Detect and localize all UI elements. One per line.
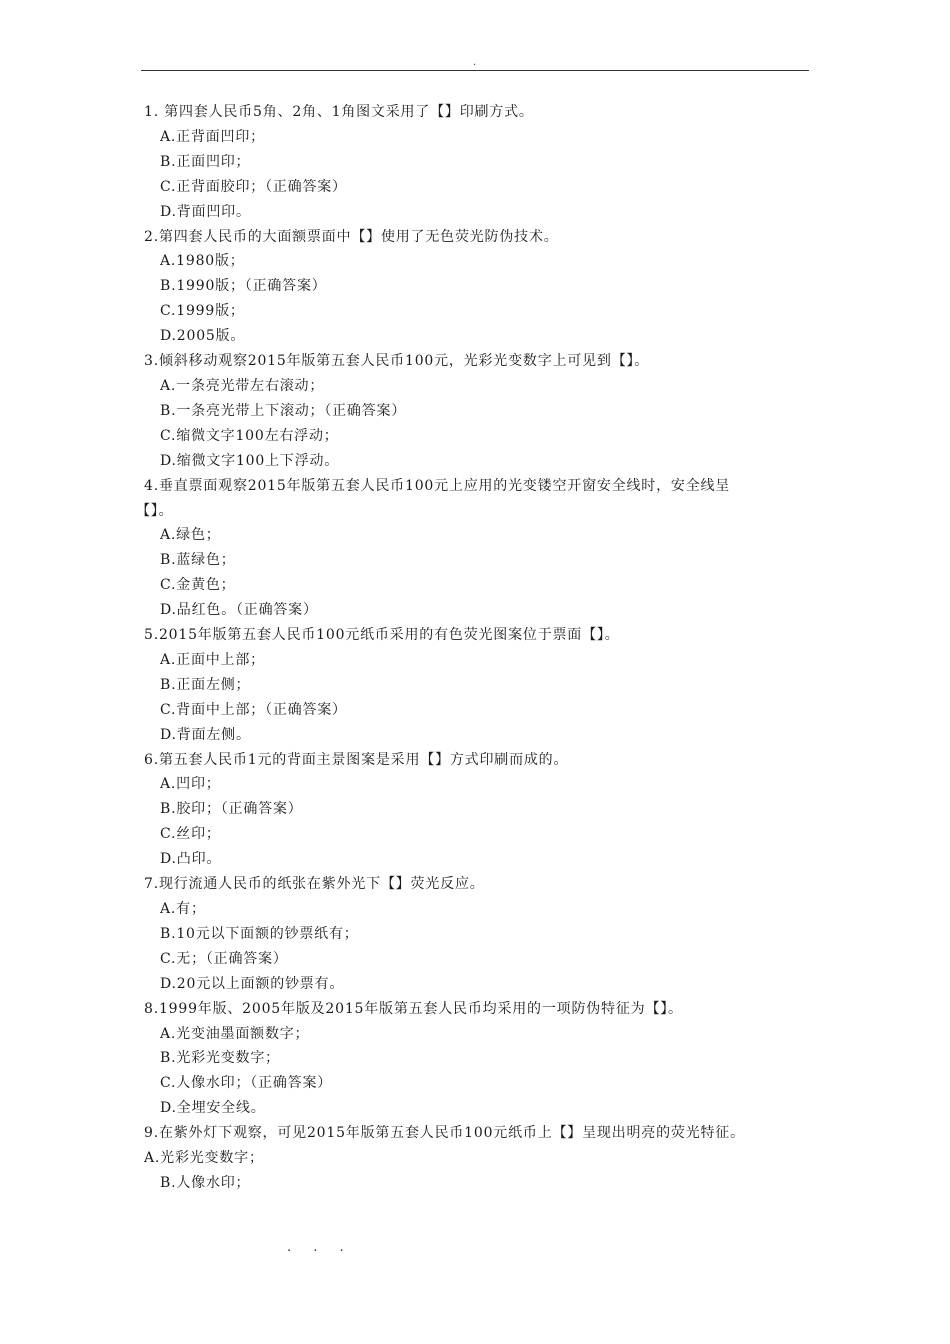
- option-item: A.光变油墨面额数字；: [160, 1025, 310, 1042]
- option-item: A.光彩光变数字；: [144, 1150, 264, 1167]
- option-item: B.人像水印；: [160, 1174, 251, 1191]
- option-item: B.1990版；（正确答案）: [160, 278, 327, 295]
- option-item: B.10元以下面额的钞票纸有；: [160, 925, 359, 942]
- option-item: A.正面中上部；: [160, 651, 265, 668]
- option-item: D.2005版。: [160, 328, 246, 345]
- question-stem: 8.1999年版、2005年版及2015年版第五套人民币均采用的一项防伪特征为【】。: [144, 1000, 683, 1017]
- question-stem: 2.第四套人民币的大面额票面中【】使用了无色荧光防伪技术。: [144, 228, 559, 245]
- option-item: C.无；（正确答案）: [160, 950, 288, 967]
- header-mark: .: [473, 57, 477, 68]
- option-item: C.正背面胶印；（正确答案）: [160, 178, 347, 195]
- option-item: B.正面左侧；: [160, 676, 251, 693]
- question-stem: 9.在紫外灯下观察，可见2015年版第五套人民币100元纸币上【】呈现出明亮的荧光特征。: [144, 1125, 745, 1142]
- option-item: B.胶印；（正确答案）: [160, 801, 303, 818]
- option-item: D.全埋安全线。: [160, 1100, 266, 1117]
- question-stem: 6.第五套人民币1元的背面主景图案是采用【】方式印刷而成的。: [144, 751, 569, 768]
- option-item: A.1980版；: [160, 253, 245, 270]
- option-item: C.背面中上部；（正确答案）: [160, 701, 347, 718]
- option-item: C.人像水印；（正确答案）: [160, 1075, 333, 1092]
- question-stem: 3.倾斜移动观察2015年版第五套人民币100元，光彩光变数字上可见到【】。: [144, 353, 650, 370]
- footer-mark: . . .: [287, 1240, 353, 1255]
- option-item: D.背面左侧。: [160, 726, 251, 743]
- question-stem: 7.现行流通人民币的纸张在紫外光下【】荧光反应。: [144, 876, 485, 893]
- option-item: C.1999版；: [160, 303, 245, 320]
- option-item: A.有；: [160, 901, 206, 917]
- option-item: D.背面凹印。: [160, 203, 251, 220]
- question-stem: 5.2015年版第五套人民币100元纸币采用的有色荧光图案位于票面【】。: [144, 627, 620, 644]
- question-stem: 1. 第四套人民币5角、2角、1角图文采用了【】印刷方式。: [144, 104, 534, 120]
- option-item: B.蓝绿色；: [160, 552, 236, 569]
- option-item: C.缩微文字100左右浮动；: [160, 427, 339, 444]
- option-item: B.光彩光变数字；: [160, 1050, 280, 1067]
- option-item: B.正面凹印；: [160, 153, 251, 170]
- header-rule: [141, 70, 809, 71]
- option-item: D.缩微文字100上下浮动。: [160, 452, 340, 469]
- option-item: D.凸印。: [160, 851, 222, 868]
- option-item: A.凹印；: [160, 776, 221, 793]
- option-item: A.绿色；: [160, 527, 221, 544]
- option-item: A.一条亮光带左右滚动；: [160, 377, 325, 394]
- option-item: C.金黄色；: [160, 577, 236, 594]
- question-stem-continuation: 【】。: [136, 502, 174, 519]
- question-stem: 4.垂直票面观察2015年版第五套人民币100元上应用的光变镂空开窗安全线时，安全线呈: [144, 477, 731, 494]
- option-item: B.一条亮光带上下滚动；（正确答案）: [160, 402, 407, 419]
- option-item: D.20元以上面额的钞票有。: [160, 975, 345, 992]
- option-item: C.丝印；: [160, 826, 221, 843]
- option-item: A.正背面凹印；: [160, 128, 265, 145]
- option-item: D.品红色。（正确答案）: [160, 602, 318, 619]
- question-list: [136, 100, 812, 1196]
